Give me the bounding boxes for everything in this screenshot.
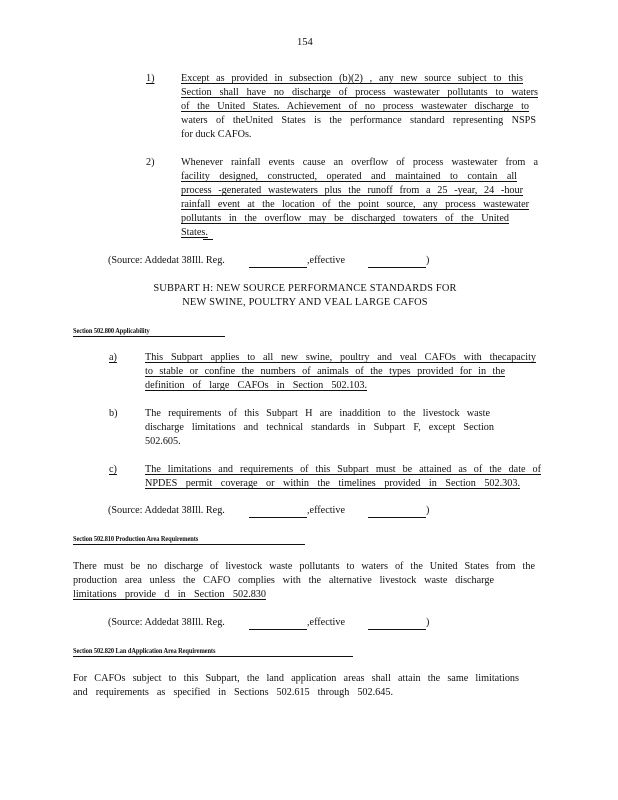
paragraph-line: production area unless the CAFO complies with the alternative livestock waste discharge — [73, 575, 494, 586]
source-note-prefix: (Source: Addedat 38Ill. Reg. — [108, 617, 225, 628]
item-marker: 1) — [146, 73, 155, 84]
source-note-close: ) — [426, 505, 430, 516]
item-line: process -generated wastewaters plus the runoff from a 25 -year, 24 -hour — [181, 185, 523, 196]
item-line: The limitations and requirements of this Subpart must be attained as of the date of — [145, 464, 541, 475]
source-note-effective: ,effective — [307, 255, 345, 266]
subpart-title-line2: NEW SWINE, POULTRY AND VEAL LARGE CAFOS — [182, 297, 428, 308]
item-line: Section shall have no discharge of process wastewater pollutants to waters — [181, 87, 538, 98]
section-heading: Section 502.810 Production Area Requirements — [73, 534, 199, 543]
item-marker: a) — [109, 352, 117, 363]
item-line: Except as provided in subsection (b)(2) , any new source subject to this — [181, 73, 523, 84]
source-note-prefix: (Source: Addedat 38Ill. Reg. — [108, 505, 225, 516]
paragraph-line: There must be no discharge of livestock waste pollutants to waters of the United States from the — [73, 561, 535, 572]
item-line: NPDES permit coverage or within the timelines provided in Section 502.303. — [145, 478, 520, 489]
source-note-effective: ,effective — [307, 617, 345, 628]
source-note-close: ) — [426, 617, 430, 628]
item-marker: b) — [109, 408, 118, 419]
source-note — [108, 254, 225, 268]
item-line: Whenever rainfall events cause an overflow of process wastewater from a — [181, 157, 538, 168]
source-note-close: ) — [426, 255, 430, 266]
source-note-effective: ,effective — [307, 505, 345, 516]
item-line: waters of theUnited States is the performance standard representing NSPS — [181, 115, 536, 126]
subpart-title-line1: SUBPART H: NEW SOURCE PERFORMANCE STANDARDS FOR — [153, 283, 457, 294]
item-line: definition of large CAFOs in Section 502.103. — [145, 380, 367, 391]
page-number: 154 — [297, 37, 313, 48]
item-line: States. — [181, 227, 208, 238]
item-line: facility designed, constructed, operated and maintained to contain all — [181, 171, 517, 182]
item-line: This Subpart applies to all new swine, poultry and veal CAFOs with thecapacity — [145, 352, 536, 363]
item-line: to stable or confine the numbers of animals of the types provided for in the — [145, 366, 505, 377]
source-note — [108, 504, 225, 518]
source-note — [108, 616, 225, 630]
item-line: rainfall event at the location of the point source, any process wastewater — [181, 199, 529, 210]
item-line: of the United States. Achievement of no process wastewater discharge to — [181, 101, 529, 112]
source-note-prefix: (Source: Addedat 38Ill. Reg. — [108, 255, 225, 266]
paragraph-line: limitations provide d in Section 502.830 — [73, 589, 266, 600]
item-marker: 2) — [146, 157, 155, 168]
item-marker: c) — [109, 464, 117, 475]
section-heading: Section 502.800 Applicability — [73, 326, 150, 335]
paragraph-line: For CAFOs subject to this Subpart, the land application areas shall attain the same limitations — [73, 673, 519, 684]
item-line: for duck CAFOs. — [181, 129, 252, 140]
paragraph-line: and requirements as specified in Sections 502.615 through 502.645. — [73, 687, 393, 698]
item-line: 502.605. — [145, 436, 181, 447]
item-line: The requirements of this Subpart H are inaddition to the livestock waste — [145, 408, 490, 419]
item-line: discharge limitations and technical standards in Subpart F, except Section — [145, 422, 494, 433]
section-heading: Section 502.820 Lan dApplication Area Requirements — [73, 646, 216, 655]
item-line: pollutants in the overflow may be discharged towaters of the United — [181, 213, 509, 224]
